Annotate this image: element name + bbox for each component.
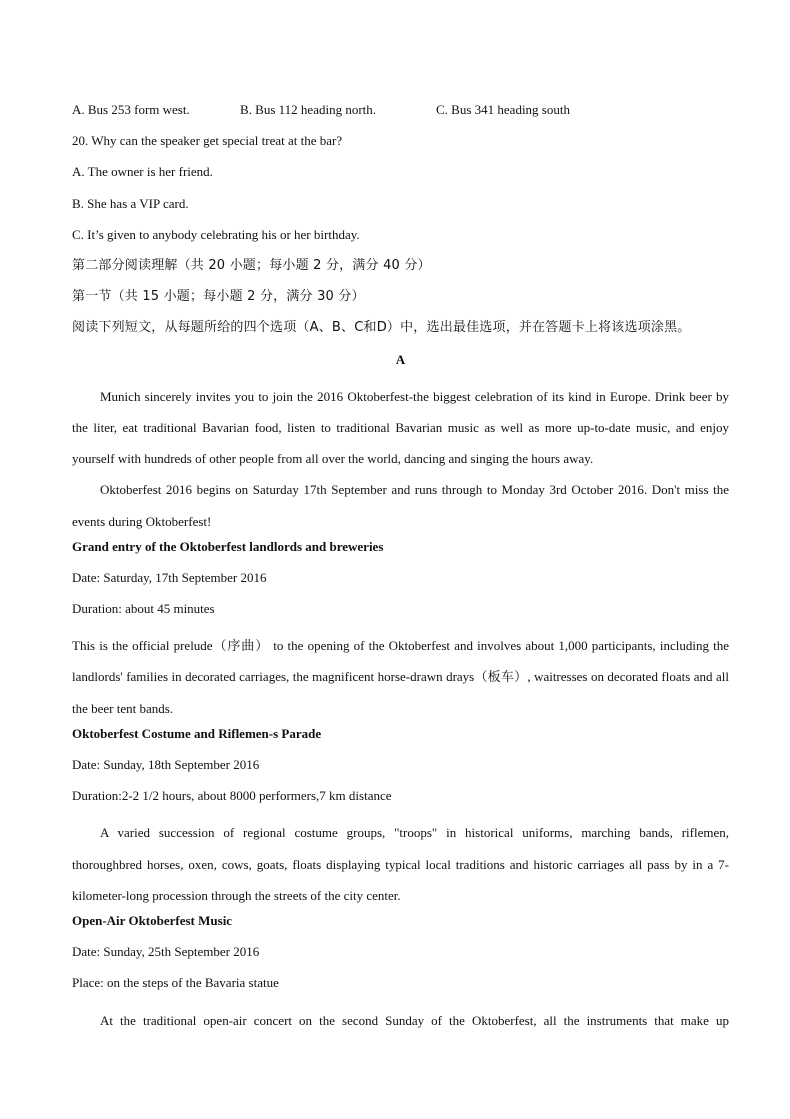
option-c: C. Bus 341 heading south	[436, 102, 570, 117]
question-20: 20. Why can the speaker get special treat at the bar?	[72, 133, 343, 149]
event-1-date: Date: Saturday, 17th September 2016	[72, 569, 267, 585]
event-2-date: Date: Sunday, 18th September 2016	[72, 757, 260, 773]
exam-page	[72, 100, 729, 1036]
option-a: A. Bus 253 form west.	[72, 102, 190, 117]
part-2-heading: 第二部分阅读理解（共 20 小题；每小题 2 分，满分 40 分）	[72, 257, 431, 273]
event-2-description: A varied succession of regional costume groups, "troops" in historical uniforms, marching bands, riflemen, thoroughbred horses, oxen, cows, goats, floats displaying typical local traditions and historic carriages all pass by in a 7-kilometer-long procession through the streets of the city center.	[72, 825, 729, 903]
instructions: 阅读下列短文，从每题所给的四个选项（A、B、C和D）中，选出最佳选项，并在答题卡上将该选项涂黑。	[72, 320, 691, 336]
question-19-options	[72, 100, 729, 131]
question-20-option-b: B. She has a VIP card.	[72, 195, 189, 211]
event-3-description: At the traditional open-air concert on the second Sunday of the Oktoberfest, all the instruments that make up	[100, 1012, 729, 1028]
question-20-option-c: C. It’s given to anybody celebrating his or her birthday.	[72, 226, 360, 242]
event-3-date: Date: Sunday, 25th September 2016	[72, 944, 260, 960]
intro-paragraph-1: Munich sincerely invites you to join the 2016 Oktoberfest-the biggest celebration of its kind in Europe. Drink beer by the liter, eat traditional Bavarian food, listen to traditional Bavarian music as well as more up-to-date music, and enjoy yourself with hundreds of other people from all over the world, dancing and singing the hours away.	[72, 388, 729, 467]
event-3-place: Place: on the steps of the Bavaria statue	[72, 975, 279, 991]
passage-letter: A	[395, 351, 406, 367]
event-1-description: This is the official prelude（序曲） to the opening of the Oktoberfest and involves about 1,000 participants, including the landlords' families in decorated carriages, the magnificent horse-drawn drays（板车）, waitresses on decorated floats and all the beer tent bands.	[72, 638, 729, 716]
event-1-title: Grand entry of the Oktoberfest landlords and breweries	[72, 538, 384, 554]
section-1-heading: 第一节（共 15 小题；每小题 2 分，满分 30 分）	[72, 289, 365, 305]
event-3-title: Open-Air Oktoberfest Music	[72, 913, 233, 929]
event-2-title: Oktoberfest Costume and Riflemen-s Parade	[72, 725, 322, 741]
question-20-option-a: A. The owner is her friend.	[72, 164, 213, 180]
event-2-duration: Duration:2-2 1/2 hours, about 8000 performers,7 km distance	[72, 788, 392, 804]
option-b: B. Bus 112 heading north.	[240, 102, 377, 117]
event-1-duration: Duration: about 45 minutes	[72, 601, 215, 617]
intro-paragraph-2: Oktoberfest 2016 begins on Saturday 17th September and runs through to Monday 3rd October 2016. Don't miss the events during Oktoberfest!	[72, 482, 729, 529]
